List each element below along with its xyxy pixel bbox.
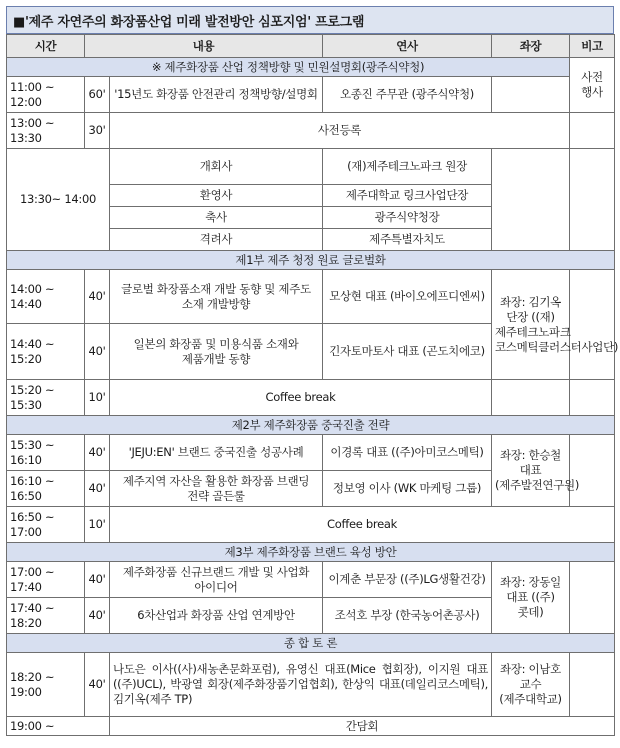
note-cell (570, 113, 615, 149)
chair-cell (492, 77, 570, 113)
time-cell: 17:40 ~ 18:20 (7, 598, 85, 634)
header-time: 시간 (7, 35, 85, 58)
duration-cell: 40' (85, 270, 110, 324)
chair-cell: 좌장: 한승철 대표 (제주발전연구원) (492, 435, 570, 507)
header-note: 비고 (570, 35, 615, 58)
content-cell: 제주화장품 신규브랜드 개발 및 사업화 아이디어 (110, 562, 323, 598)
note-cell (570, 270, 615, 380)
header-row (7, 35, 615, 58)
header-content: 내용 (85, 35, 323, 58)
note-cell (570, 380, 615, 416)
time-cell: 17:00 ~ 17:40 (7, 562, 85, 598)
chair-cell: 좌장: 장동일 대표 ((주)콧데) (492, 562, 570, 634)
speaker-cell: 긴자토마토사 대표 (곤도치에코) (323, 324, 492, 380)
duration-cell: 40' (85, 653, 110, 717)
time-cell: 16:50 ~ 17:00 (7, 507, 85, 543)
table-row (7, 653, 615, 717)
time-cell: 16:10 ~ 16:50 (7, 471, 85, 507)
duration-cell: 40' (85, 324, 110, 380)
time-cell: 13:30~ 14:00 (7, 149, 110, 251)
content-cell: Coffee break (110, 507, 615, 543)
table-row (7, 270, 615, 324)
time-cell: 15:20 ~ 15:30 (7, 380, 85, 416)
content-cell: 축사 (110, 207, 323, 229)
section-title-part3: 제3부 제주화장품 브랜드 육성 방안 (7, 543, 615, 562)
header-speaker: 연사 (323, 35, 492, 58)
duration-cell: 60' (85, 77, 110, 113)
chair-cell: 좌장: 김기옥 단장 ((재)제주테크노파크 코스메틱클러스터사업단) (492, 270, 570, 380)
table-row (7, 717, 615, 736)
table-row (7, 435, 615, 471)
section-row-pre (7, 58, 615, 77)
content-cell: 제주지역 자산을 활용한 화장품 브랜딩 전략 골든룰 (110, 471, 323, 507)
time-cell: 14:40 ~ 15:20 (7, 324, 85, 380)
content-cell: 6차산업과 화장품 산업 연계방안 (110, 598, 323, 634)
document-title: ■'제주 자연주의 화장품산업 미래 발전방안 심포지엄' 프로그램 (6, 6, 614, 34)
time-cell: 13:00 ~ 13:30 (7, 113, 85, 149)
section-row-discussion (7, 634, 615, 653)
duration-cell: 10' (85, 380, 110, 416)
section-row-part2 (7, 416, 615, 435)
speaker-cell: 제주대학교 링크사업단장 (323, 185, 492, 207)
time-cell: 14:00 ~ 14:40 (7, 270, 85, 324)
table-row (7, 149, 615, 185)
content-cell: 격려사 (110, 229, 323, 251)
chair-cell: 좌장: 이남호 교수 (제주대학교) (492, 653, 570, 717)
section-row-part1 (7, 251, 615, 270)
content-cell: 글로벌 화장품소재 개발 동향 및 제주도 소재 개발방향 (110, 270, 323, 324)
time-cell: 11:00 ~ 12:00 (7, 77, 85, 113)
table-row (7, 113, 615, 149)
chair-cell (492, 380, 570, 416)
speaker-cell: 광주식약청장 (323, 207, 492, 229)
section-title-part1: 제1부 제주 청정 원료 글로벌화 (7, 251, 615, 270)
speaker-cell: 제주특별자치도 (323, 229, 492, 251)
content-cell: Coffee break (110, 380, 492, 416)
speaker-cell: (재)제주테크노파크 원장 (323, 149, 492, 185)
note-cell (570, 435, 615, 507)
content-cell: '15년도 화장품 안전관리 정책방향/설명회 (110, 77, 323, 113)
speaker-cell: 오종진 주무관 (광주식약청) (323, 77, 492, 113)
speaker-cell: 이계춘 부문장 ((주)LG생활건강) (323, 562, 492, 598)
chair-cell (492, 149, 570, 251)
content-cell: 환영사 (110, 185, 323, 207)
content-cell: 개회사 (110, 149, 323, 185)
note-cell (570, 562, 615, 634)
content-cell: 'JEJU:EN' 브랜드 중국진출 성공사례 (110, 435, 323, 471)
duration-cell: 30' (85, 113, 110, 149)
content-cell: 일본의 화장품 및 미용식품 소재와 제품개발 동향 (110, 324, 323, 380)
section-title-discussion: 종 합 토 론 (7, 634, 615, 653)
content-cell: 간담회 (110, 717, 615, 736)
note-cell (570, 149, 615, 251)
note-cell: 사전 행사 (570, 58, 615, 113)
table-row (7, 562, 615, 598)
section-title-pre: ※ 제주화장품 산업 정책방향 및 민원설명회(광주식약청) (7, 58, 570, 77)
content-cell: 나도은 이사((사)새농촌문화포럼), 유영신 대표(Mice 협회장), 이지원 대표((주)UCL), 박광열 회장(제주화장품기업협회), 한상익 대표(데일리코스메틱), 김기옥(제주 TP) (110, 653, 492, 717)
table-row (7, 77, 615, 113)
speaker-cell: 조석호 부장 (한국농어촌공사) (323, 598, 492, 634)
section-row-part3 (7, 543, 615, 562)
table-row (7, 380, 615, 416)
duration-cell: 40' (85, 562, 110, 598)
speaker-cell: 모상현 대표 (바이오에프디엔씨) (323, 270, 492, 324)
duration-cell: 10' (85, 507, 110, 543)
program-table (6, 34, 619, 736)
duration-cell: 40' (85, 471, 110, 507)
speaker-cell: 정보영 이사 (WK 마케팅 그룹) (323, 471, 492, 507)
time-cell: 15:30 ~ 16:10 (7, 435, 85, 471)
time-cell: 18:20 ~ 19:00 (7, 653, 85, 717)
note-cell (570, 653, 615, 717)
duration-cell: 40' (85, 435, 110, 471)
duration-cell: 40' (85, 598, 110, 634)
time-cell: 19:00 ~ (7, 717, 110, 736)
header-chair: 좌장 (492, 35, 570, 58)
section-title-part2: 제2부 제주화장품 중국진출 전략 (7, 416, 615, 435)
table-row (7, 507, 615, 543)
speaker-cell: 이경록 대표 ((주)아미코스메틱) (323, 435, 492, 471)
content-cell: 사전등록 (110, 113, 570, 149)
